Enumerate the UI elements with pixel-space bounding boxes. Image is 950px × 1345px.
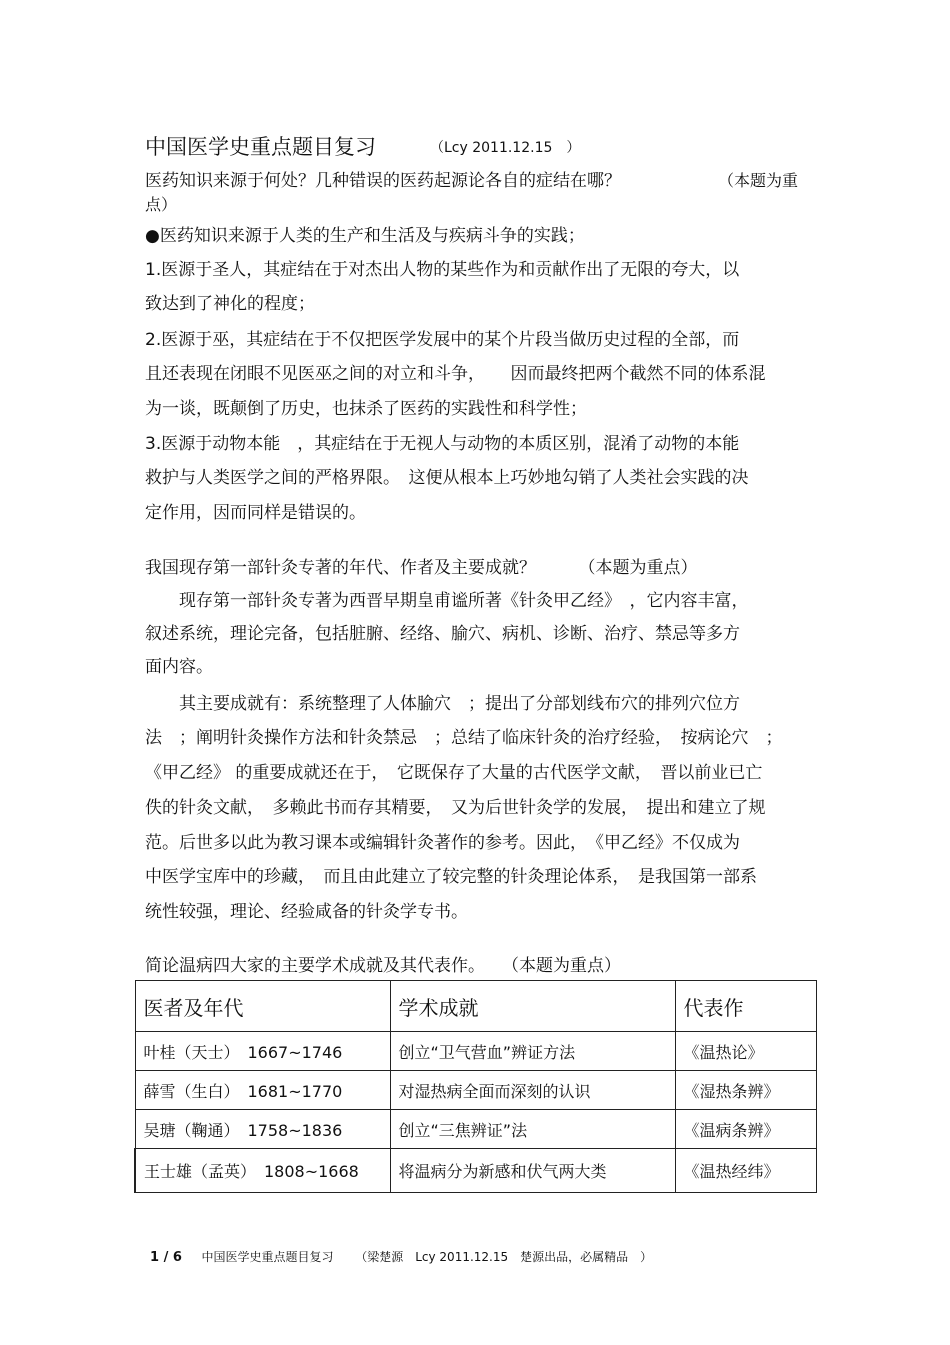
table-cell: 将温病分为新感和伏气两大类: [390, 1149, 675, 1193]
table-row: [135, 1149, 816, 1193]
page-number: 1 / 6: [150, 1250, 182, 1265]
table-row: [135, 1071, 816, 1110]
warm-disease-table: [134, 980, 817, 1193]
table-row: [135, 1032, 816, 1071]
answer-1-line: 1.医源于圣人，其症结在于对杰出人物的某些作为和贡献作出了无限的夸大，以: [145, 260, 740, 280]
table-cell: 创立“三焦辨证”法: [390, 1110, 675, 1149]
table-row: [135, 1110, 816, 1149]
answer-2-line: 其主要成就有：系统整理了人体腧穴 ；提出了分部划线布穴的排列穴位方: [145, 694, 740, 714]
answer-2-line: 统性较强，理论、经验咸备的针灸学专书。: [145, 902, 468, 922]
page-footer: [150, 1249, 652, 1266]
table-cell: 叶桂（天士） 1667~1746: [135, 1032, 390, 1071]
answer-2-line: 范。后世多以此为教习课本或编辑针灸著作的参考。因此， 《甲乙经》不仅成为: [145, 833, 740, 853]
table-header-cell: 学术成就: [390, 981, 675, 1032]
table-cell: 王士雄（孟英） 1808~1668: [135, 1149, 390, 1193]
answer-1-line: 且还表现在闭眼不见医巫之间的对立和斗争， 因而最终把两个截然不同的体系混: [145, 364, 766, 384]
question-3: 简论温病四大家的主要学术成就及其代表作。 （本题为重点）: [145, 956, 621, 976]
answer-1-line: 为一谈，既颠倒了历史，也抹杀了医药的实践性和科学性；: [145, 399, 587, 419]
answer-2-line: 《甲乙经》 的重要成就还在于， 它既保存了大量的古代医学文献， 晋以前业已亡: [145, 763, 763, 783]
table-cell: 《温病条辨》: [675, 1110, 816, 1149]
answer-1-line: 2.医源于巫，其症结在于不仅把医学发展中的某个片段当做历史过程的全部，而: [145, 330, 740, 350]
table-cell: 《湿热条辨》: [675, 1071, 816, 1110]
answer-1-line: 3.医源于动物本能 ，其症结在于无视人与动物的本质区别，混淆了动物的本能: [145, 434, 740, 454]
table-cell: 对湿热病全面而深刻的认识: [390, 1071, 675, 1110]
table-cell: 《温热论》: [675, 1032, 816, 1071]
footer-title: 中国医学史重点题目复习: [201, 1250, 334, 1264]
question-2: 我国现存第一部针灸专著的年代、作者及主要成就？ （本题为重点）: [145, 558, 698, 578]
table-cell: 薛雪（生白） 1681~1770: [135, 1071, 390, 1110]
answer-2-line: 佚的针灸文献， 多赖此书而存其精要， 又为后世针灸学的发展， 提出和建立了规: [145, 798, 766, 818]
answer-1-line: 定作用，因而同样是错误的。: [145, 503, 366, 523]
table-header-row: [135, 981, 816, 1032]
footer-meta: （梁楚源 Lcy 2011.12.15 楚源出品，必属精品 ）: [355, 1250, 653, 1264]
answer-2-line: 法 ；阐明针灸操作方法和针灸禁忌 ；总结了临床针灸的治疗经验， 按病论穴 ；: [145, 728, 783, 748]
table-cell: 《温热经纬》: [675, 1149, 816, 1193]
answer-1-line: 致达到了神化的程度；: [145, 294, 315, 314]
answer-2-line: 中医学宝库中的珍藏， 而且由此建立了较完整的针灸理论体系， 是我国第一部系: [145, 867, 757, 887]
page-title: 中国医学史重点题目复习: [145, 135, 376, 159]
table-header-cell: 代表作: [675, 981, 816, 1032]
table-cell: 吴瑭（鞠通） 1758~1836: [135, 1110, 390, 1149]
question-1-tag: （本题为重: [718, 171, 799, 190]
answer-1-line: ●医药知识来源于人类的生产和生活及与疾病斗争的实践；: [145, 226, 585, 246]
answer-1-line: 救护与人类医学之间的严格界限。 这便从根本上巧妙地勾销了人类社会实践的决: [145, 468, 749, 488]
table-header-cell: 医者及年代: [135, 981, 390, 1032]
page-title-meta: （Lcy 2011.12.15 ）: [430, 140, 581, 156]
question-1: 医药知识来源于何处？几种错误的医药起源论各自的症结在哪？: [145, 171, 621, 191]
question-1-tag-cont: 点）: [145, 195, 178, 214]
table-cell: 创立“卫气营血”辨证方法: [390, 1032, 675, 1071]
answer-2-line: 面内容。: [145, 657, 213, 677]
answer-2-line: 叙述系统，理论完备，包括脏腑、经络、腧穴、病机、诊断、治疗、禁忌等多方: [145, 624, 740, 644]
answer-2-line: 现存第一部针灸专著为西晋早期皇甫谧所著《针灸甲乙经》 ，它内容丰富，: [145, 591, 749, 611]
